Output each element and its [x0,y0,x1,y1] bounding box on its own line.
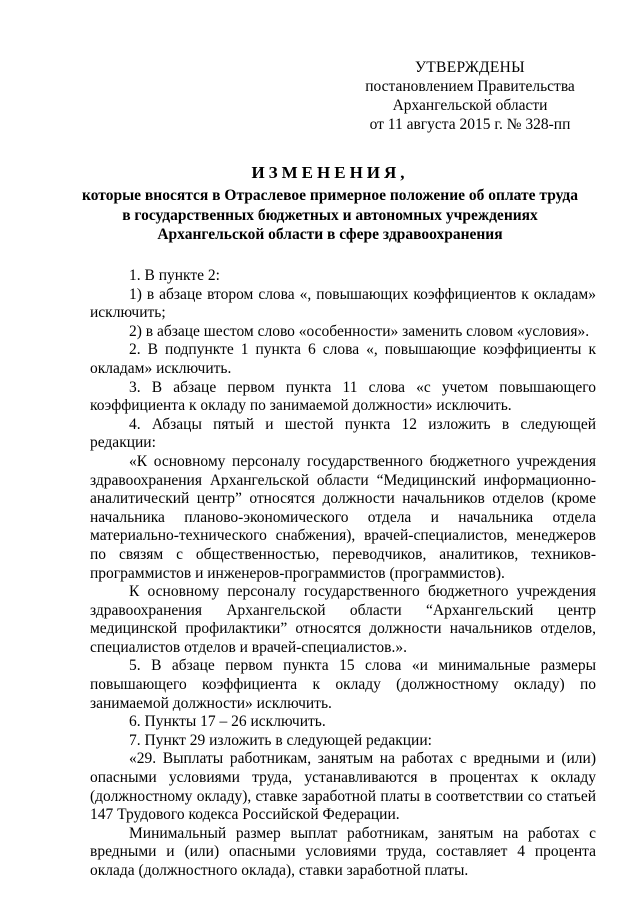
paragraph-4: 2. В подпункте 1 пункта 6 слова «, повышающие коэффициенты к окладам» исключить. [90,341,596,377]
paragraph-9: 5. В абзаце первом пункта 15 слова «и минимальные размеры повышающего коэффициента к окладу (должностному окладу) по занимаемой должности» исключить. [90,657,596,712]
paragraph-6: 4. Абзацы пятый и шестой пункта 12 изложить в следующей редакции: [90,415,596,452]
approval-block [340,58,600,134]
paragraph-10: 6. Пункты 17 – 26 исключить. [129,713,326,731]
heading-line-2: в государственных бюджетных и автономных учреждениях [122,206,538,224]
paragraph-5: 3. В абзаце первом пункта 11 слова «с учетом повышающего коэффициента к окладу по занимаемой должности» исключить. [90,378,596,415]
paragraph-8: К основному персоналу государственного бюджетного учреждения здравоохранения Архангельской области “Архангельский центр медицинской профилактики” относятся должности начальников отделов, специалистов отделов и врачей-специалистов.». [90,583,596,656]
approval-line-3: от 11 августа 2015 г. № 328-пп [369,116,571,133]
approval-line-2: Архангельской области [392,97,548,114]
heading-line-3: Архангельской области в сфере здравоохранения [157,226,503,243]
approval-title: УТВЕРЖДЕНЫ [415,59,525,76]
approval-line-1: постановлением Правительства [365,78,575,95]
paragraph-13: Минимальный размер выплат работникам, занятым на работах с вредными и (или) опасными условиями труда, составляет 4 процента оклада (должностного оклада), ставки заработной платы. [90,824,596,879]
document-heading [60,162,600,245]
paragraph-3: 2) в абзаце шестом слово «особенности» заменить словом «условия». [129,322,590,340]
paragraph-12: «29. Выплаты работникам, занятым на работах с вредными и (или) опасными условиями труда, устанавливаются в процентах к окладу (должностному окладу), ставке заработной платы в соответствии со статьей 147 Трудового кодекса Российской Федерации. [90,750,596,824]
heading-line-1: которые вносятся в Отраслевое примерное положение об оплате труда [82,187,578,204]
document-body [90,267,596,881]
paragraph-7: «К основному персоналу государственного бюджетного учреждения здравоохранения Архангельской области “Медицинский информационно-аналитический центр” относятся должности начальников отделов (кроме начальника планово-экономического отдела и начальника отдела материально-технического снабжения), врачей-специалистов, менеджеров по связям с общественностью, переводчиков, аналитиков, техников-программистов и инженеров-программистов (программистов). [90,452,596,582]
paragraph-11: 7. Пункт 29 изложить в следующей редакции: [129,731,432,749]
heading-main: ИЗМЕНЕНИЯ, [251,163,409,182]
paragraph-2: 1) в абзаце втором слова «, повышающих коэффициентов к окладам» исключить; [90,285,596,322]
paragraph-1: 1. В пункте 2: [129,267,220,284]
